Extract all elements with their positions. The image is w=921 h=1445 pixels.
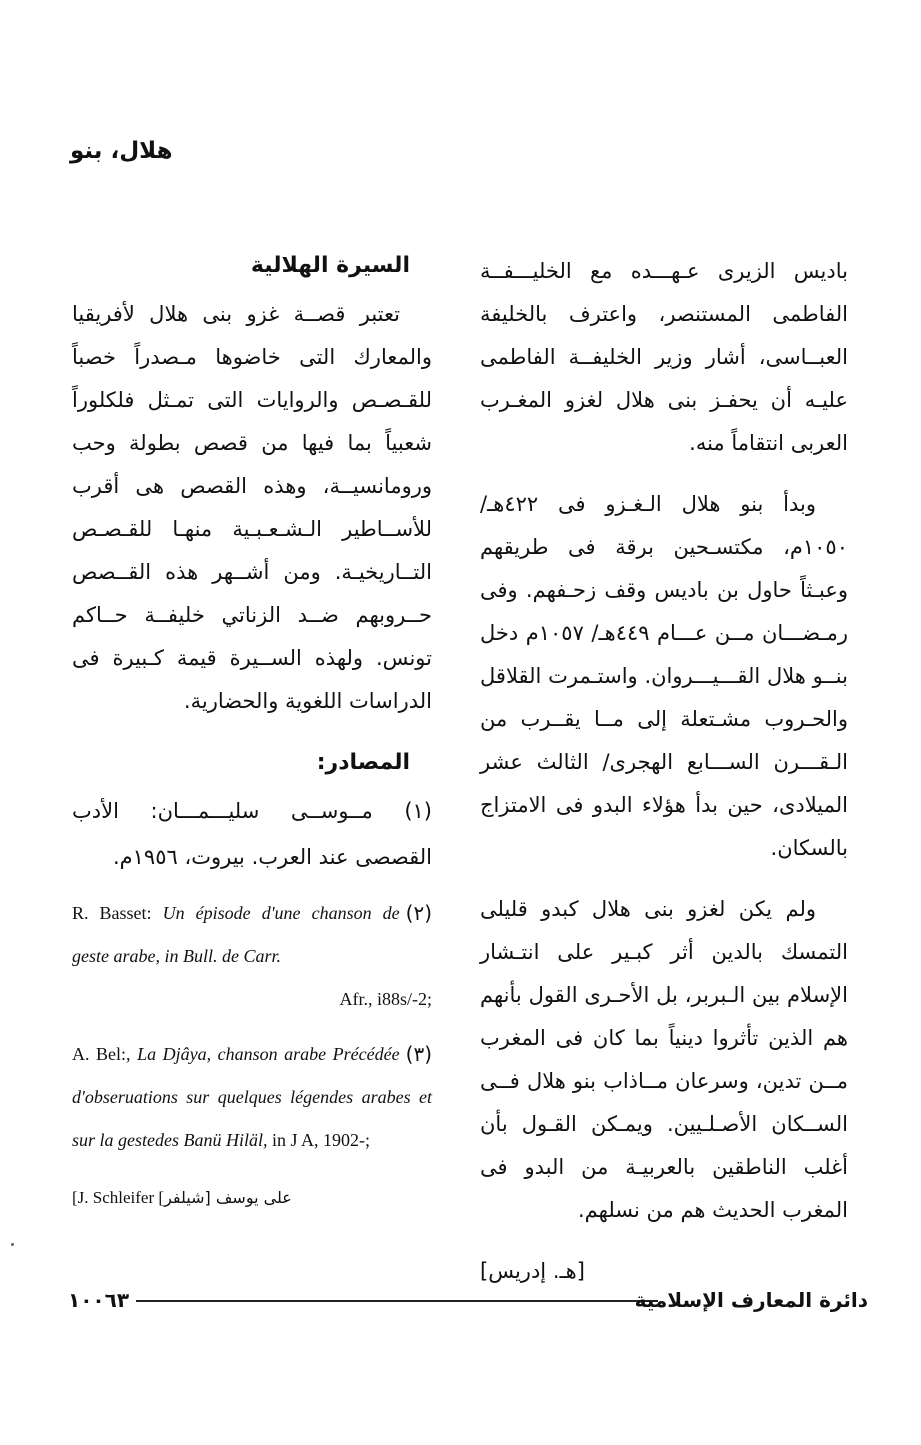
reference-1: (١) مــوســى سليـــمـــان: الأدب القصصى عند العرب. بيروت، ١٩٥٦م. — [72, 799, 432, 869]
translator-latin: [J. Schleifer — [72, 1188, 155, 1207]
reference-2-title: Un épisode d'une chanson de geste arabe, in Bull. de Carr. — [72, 903, 400, 966]
reference-3 — [72, 1033, 432, 1162]
right-paragraph-2: وبدأ بنو هلال الـغـزو فى ٤٢٢هـ/ ١٠٥٠م، مكتسـحين برقة فى طريقهم وعبـثاً حاول بن باديس وقف زحـفهم. وفى رمـضـــان مــن عـــام ٤٤٩هـ/ ١٠٥٧م دخل بنــو هلال القـــيـــروان. واستـمرت القلاقل والحـروب مشـتعلة إلى مــا يقــرب من الـقـــرن الســـابع الهجرى/ الثالث عشر الميلادى، حين بدأ هؤلاء البدو فى الامتزاج بالسكان. — [480, 492, 848, 860]
page-footer — [68, 1288, 868, 1318]
reference-3-number: (٣) — [405, 1042, 432, 1066]
translator-arabic: على يوسف [شيلفر — [164, 1188, 292, 1207]
right-column — [480, 250, 848, 1311]
footer-rule — [136, 1300, 658, 1302]
sources-heading: المصادر: — [316, 750, 410, 775]
page-number: ١٠٠٦٣ — [68, 1288, 130, 1312]
reference-2-author: R. Basset: — [72, 903, 152, 923]
reference-3-title: La Djâya, chanson arabe Précédée d'obseruations sur quelques légendes arabes et sur la gestedes Banü Hiläl, — [72, 1044, 432, 1150]
author-signature: [هـ. إدريس] — [480, 1259, 585, 1283]
right-paragraph-3: ولم يكن لغزو بنى هلال كبدو قليلى التمسك بالدين أثر كبـير على انتـشار الإسلام بين الـبربر، بل الأحـرى القول بأنهم هم الذين تأثروا دينياً بما كان فى المغرب مــن تدين، وسرعان مــاذاب بنو هلال فــى الســكان الأصـلـيين. ويمـكن القـول بأن أغلب الناطقين بالعربيـة من البدو فى المغرب الحديث هم من نسلهم. — [480, 897, 848, 1222]
reference-3-author: A. Bel:, — [72, 1044, 131, 1064]
reference-2-number: (٢) — [405, 901, 432, 925]
journal-name: دائرة المعارف الإسلامية — [634, 1288, 868, 1312]
running-header-title: هلال، بنو — [70, 138, 173, 164]
scan-speck — [11, 1243, 14, 1246]
right-paragraph-1: باديس الزيرى عـهـــده مع الخليـــفــة الفاطمى المستنصر، واعترف بالخليفة العبــاسى، أشار وزير الخليفــة الفاطمى عليـه أن يحفـز بنى هلال لغزو المغـرب العربى انتقاماً منه. — [480, 259, 848, 455]
section-heading: السيرة الهلالية — [250, 253, 410, 278]
translator-credit — [72, 1176, 432, 1219]
reference-2 — [72, 892, 432, 1021]
reference-2-tail: Afr., i88s/-2; — [339, 989, 432, 1009]
translator-close: ] — [158, 1188, 165, 1207]
left-column — [72, 244, 432, 1237]
section-paragraph: تعتبر قصــة غزو بنى هلال لأفريقيا والمعارك التى خاضوها مـصدراً خصباً للقـصـص والروايات التى تمـثل فلكلوراً شعبياً بما فيها من قصص بطولة وحب ورومانسيــة، وهذه القصص هى أقرب للأســاطير الـشـعـبـية منهـا للقـصـص التــاريخيـة. ومن أشــهر هذه القــصص حــروبهم ضــد الزناتي خليفــة حــاكم تونس. ولهذه الســيرة قيمة كـبيرة فى الدراسات اللغوية والحضارية. — [72, 302, 432, 713]
reference-3-tail: in J A, 1902-; — [272, 1130, 371, 1150]
